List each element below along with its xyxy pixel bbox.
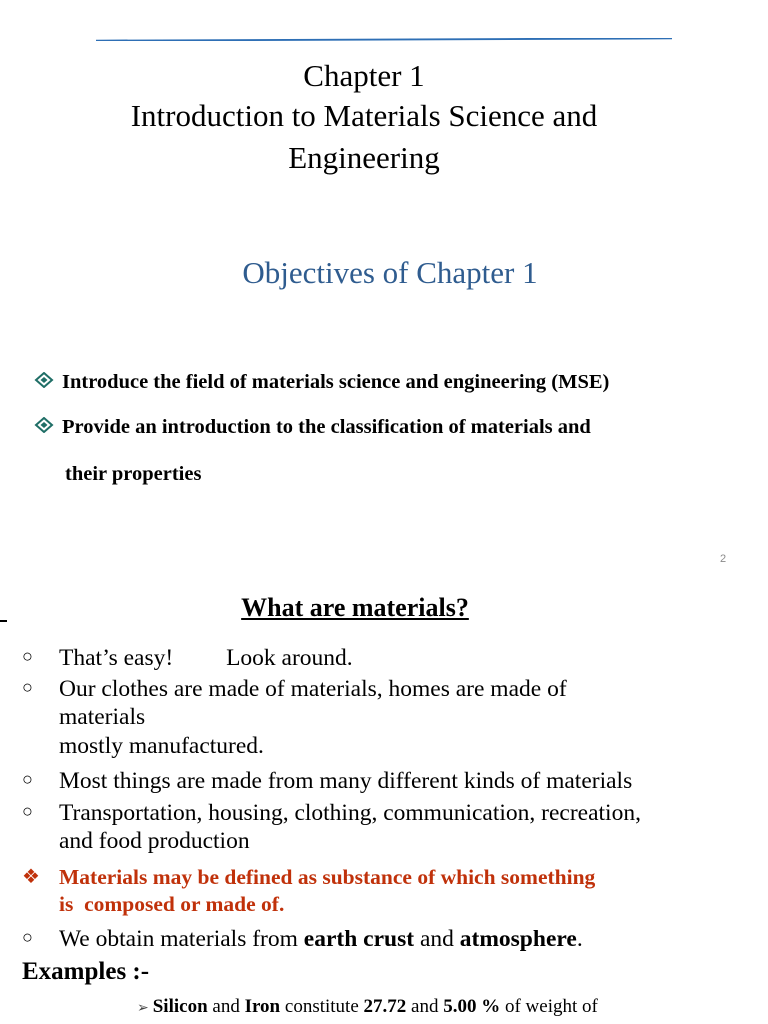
star-bullet-icon: ❖ [22, 866, 40, 888]
diamond-bullet-icon [34, 369, 62, 395]
objective-text-2: Provide an introduction to the classification of materials and [62, 416, 591, 438]
arrow-bullet-icon: ➢ [137, 1001, 149, 1016]
top-rule [0, 38, 768, 41]
example-text: and [207, 996, 245, 1017]
definition-text: Materials may be defined as substance of which something [59, 865, 596, 889]
value-iron: 5.00 % [443, 996, 501, 1017]
atmosphere-term: atmosphere [459, 926, 577, 952]
chapter-title-line1: Introduction to Materials Science and [130, 98, 598, 133]
circle-bullet-icon: ○ [22, 677, 33, 697]
objective-bullet-1 [34, 369, 609, 395]
slide-title: What are materials? [241, 593, 469, 622]
chapter-title-line2: Engineering [288, 140, 440, 175]
list-item-text: and [414, 926, 460, 952]
circle-bullet-icon: ○ [22, 927, 33, 947]
list-item-text: . [576, 926, 583, 952]
diamond-bullet-icon [34, 414, 62, 440]
objective-bullet-2 [34, 414, 591, 440]
earth-crust-term: earth crust [303, 926, 415, 952]
example-text: constitute [280, 996, 364, 1017]
list-item-text: Our clothes are made of materials, homes are made of [59, 676, 567, 702]
examples-heading: Examples :- [22, 958, 150, 985]
list-item-text: materials [59, 704, 146, 730]
page-number: 2 [720, 553, 727, 565]
list-item-text: mostly manufactured. [59, 733, 264, 759]
term-iron: Iron [244, 996, 281, 1017]
objectives-heading: Objectives of Chapter 1 [242, 255, 538, 290]
list-item-text: Transportation, housing, clothing, communication, recreation, [59, 800, 641, 826]
example-text: of weight of [500, 996, 598, 1017]
example-item [137, 994, 598, 1022]
list-item-text: Most things are made from many different kinds of materials [59, 768, 633, 794]
list-item-text: That’s easy! Look around. [59, 645, 353, 671]
value-silicon: 27.72 [363, 996, 407, 1017]
circle-bullet-icon: ○ [22, 801, 33, 821]
term-silicon: Silicon [152, 996, 208, 1017]
example-text: and [406, 996, 444, 1017]
list-item-text: We obtain materials from [59, 926, 304, 952]
circle-bullet-icon: ○ [22, 769, 33, 789]
circle-bullet-icon: ○ [22, 646, 33, 666]
list-item-text: and food production [59, 828, 250, 854]
objective-text-2-continuation: their properties [65, 463, 202, 485]
definition-text: is composed or made of. [59, 892, 285, 916]
chapter-number: Chapter 1 [303, 58, 425, 93]
objective-text-1: Introduce the field of materials science and engineering (MSE) [62, 371, 610, 393]
